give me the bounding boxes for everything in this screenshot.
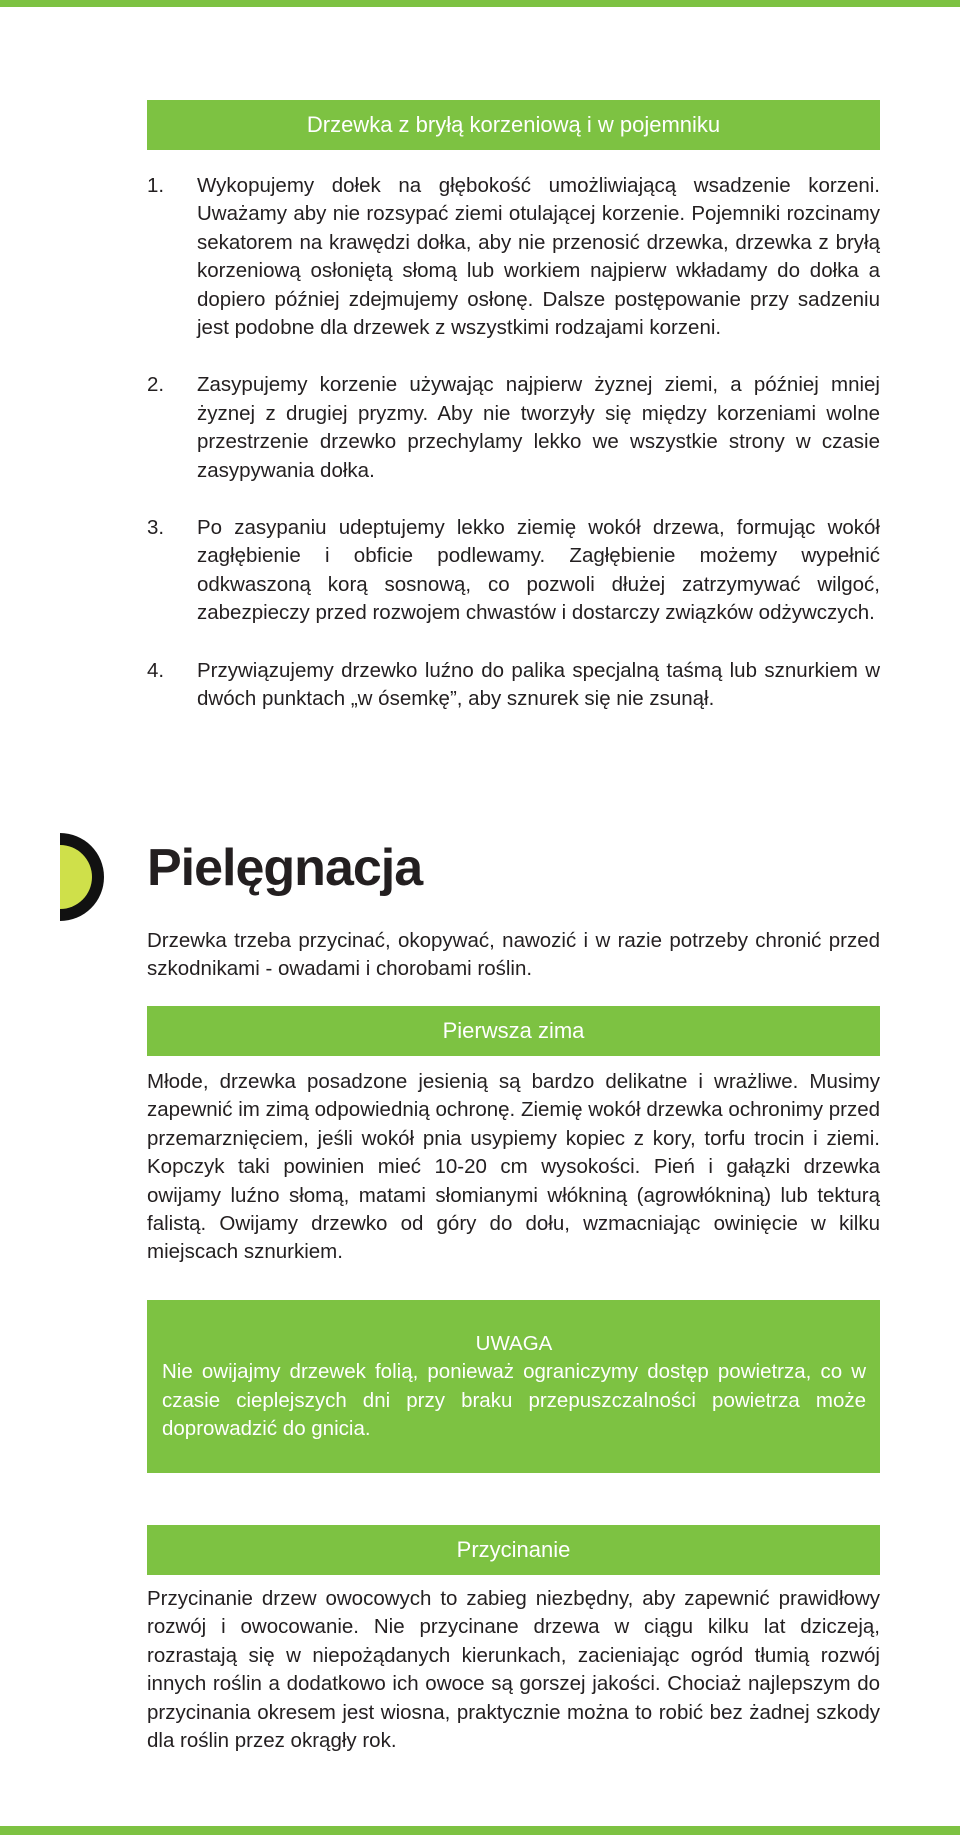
list-item [147, 172, 880, 342]
top-accent-rule [0, 0, 960, 7]
intro-paragraph: Drzewka trzeba przycinać, okopywać, nawozić i w razie potrzeby chronić przed szkodnikami - owadami i chorobami roślin. [147, 929, 880, 981]
list-item-number: 4. [147, 658, 165, 682]
list-item-text: Po zasypaniu udeptujemy lekko ziemię wokół drzewa, formując wokół zagłębienie i obficie podlewamy. Zagłębienie możemy wypełnić odkwaszoną korą sosnową, co pozwoli dłużej zatrzymywać wilgoć, zabezpieczy przed rozwojem chwastów i dostarczy związków odżywczych. [197, 516, 880, 625]
list-item [147, 514, 880, 628]
section-marker-inner [60, 845, 92, 909]
list-item [147, 657, 880, 714]
list-item-text: Wykopujemy dołek na głębokość umożliwiającą wsadzenie korzeni. Uważamy aby nie rozsypać ziemi otulającej korzenie. Pojemniki rozcinamy sekatorem na krawędzi dołka, aby nie przenosić drzewka, drzewka z bryłą korzeniową osłoniętą słomą lub workiem najpierw wkładamy do dołka a dopiero później zdejmujemy osłonę. Dalsze postępowanie przy sadzeniu jest podobne dla drzewek z wszystkimi rodzajami korzeni. [197, 174, 880, 340]
warning-note [147, 1300, 880, 1473]
first-winter-paragraph: Młode, drzewka posadzone jesienią są bardzo delikatne i wrażliwe. Musimy zapewnić im zimą odpowiednią ochronę. Ziemię wokół drzewka ochronimy przed przemarznięciem, jeśli wokół pnia usypiemy kopiec z kory, torfu trocin i ziemi. Kopczyk taki powinien mieć 10-20 cm wysokości. Pień i gałązki drzewka owijamy luźno słomą, matami słomianymi włókniną (agrowłókniną) lub tekturą falistą. Owijamy drzewko od góry do dołu, wzmacniając owinięcie w kilku miejscach sznurkiem. [147, 1070, 880, 1264]
planting-steps-list [147, 172, 880, 743]
section-banner-root-ball: Drzewka z bryłą korzeniową i w pojemniku [147, 100, 880, 150]
section-marker-icon [60, 833, 104, 921]
list-item-text: Zasypujemy korzenie używając najpierw żyznej ziemi, a później mniej żyznej z drugiej pryzmy. Aby nie tworzyły się między korzeniami wolne przestrzenie drzewko przechylamy lekko we wszystkie strony w czasie zasypywania dołka. [197, 373, 880, 482]
pruning-paragraph: Przycinanie drzew owocowych to zabieg niezbędny, aby zapewnić prawidłowy rozwój i owocowanie. Nie przycinane drzewa w ciągu kilku lat dziczeją, rozrastają się w niepożądanych kierunkach, zacieniając ogród tłumią rozwój innych roślin a dodatkowo ich owoce są gorszej jakości. Chociaż najlepszym do przycinania okresem jest wiosna, praktycznie można to robić bez żadnej szkody dla roślin przez okrągły rok. [147, 1587, 880, 1753]
list-item-number: 3. [147, 516, 165, 540]
section-heading: Pielęgnacja [147, 839, 423, 897]
section-banner-pruning: Przycinanie [147, 1525, 880, 1575]
list-item-number: 1. [147, 174, 165, 197]
warning-note-text: Nie owijajmy drzewek folią, ponieważ ograniczymy dostęp powietrza, co w czasie cieplejszych dni przy braku przepuszczalności powietrza może doprowadzić do gnicia. [162, 1360, 866, 1441]
list-item-text: Przywiązujemy drzewko luźno do palika specjalną taśmą lub sznurkiem w dwóch punktach „w ósemkę”, aby sznurek się nie zsunął. [197, 658, 880, 711]
list-item-number: 2. [147, 373, 165, 397]
warning-note-title: UWAGA [475, 1332, 553, 1355]
list-item [147, 371, 880, 485]
bottom-accent-rule [0, 1826, 960, 1835]
section-banner-first-winter: Pierwsza zima [147, 1006, 880, 1056]
